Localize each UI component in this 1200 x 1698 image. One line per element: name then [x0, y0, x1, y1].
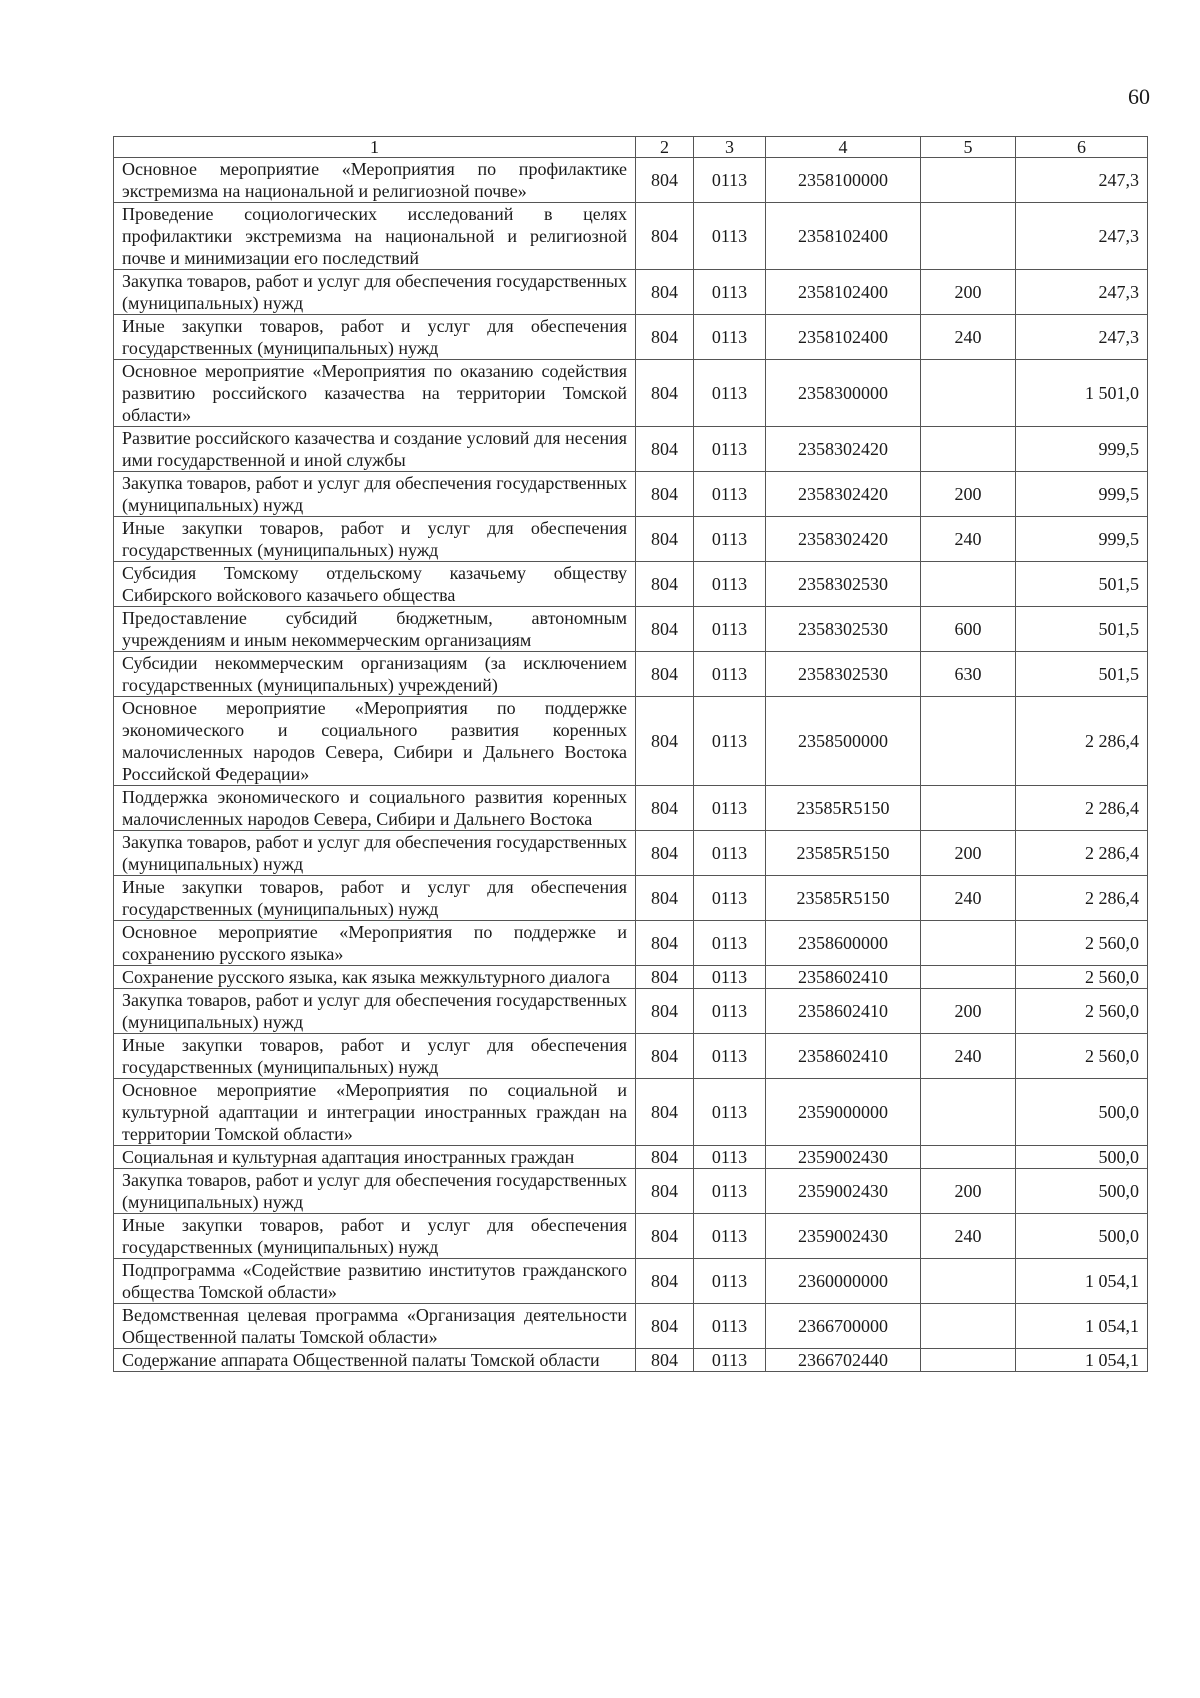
table-row	[114, 831, 1148, 876]
section-code-cell: 0113	[694, 966, 766, 989]
ministry-code-cell: 804	[636, 1034, 694, 1079]
section-code-cell: 0113	[694, 1304, 766, 1349]
ministry-code-cell: 804	[636, 1146, 694, 1169]
section-code-cell: 0113	[694, 786, 766, 831]
description-cell: Закупка товаров, работ и услуг для обеспечения государственных (муниципальных) нужд	[114, 1169, 636, 1214]
section-code-cell: 0113	[694, 517, 766, 562]
description-cell: Поддержка экономического и социального развития коренных малочисленных народов Севера, Сибири и Дальнего Востока	[114, 786, 636, 831]
expense-type-cell: 240	[921, 315, 1016, 360]
description-cell: Закупка товаров, работ и услуг для обеспечения государственных (муниципальных) нужд	[114, 831, 636, 876]
expense-type-cell	[921, 697, 1016, 786]
amount-cell: 500,0	[1016, 1214, 1148, 1259]
ministry-code-cell: 804	[636, 921, 694, 966]
table-row	[114, 517, 1148, 562]
table-row	[114, 270, 1148, 315]
target-article-cell: 2358302420	[766, 427, 921, 472]
table-row	[114, 1169, 1148, 1214]
target-article-cell: 2359002430	[766, 1169, 921, 1214]
expense-type-cell	[921, 1349, 1016, 1372]
amount-cell: 247,3	[1016, 203, 1148, 270]
expense-type-cell	[921, 966, 1016, 989]
description-cell: Закупка товаров, работ и услуг для обеспечения государственных (муниципальных) нужд	[114, 270, 636, 315]
table-row	[114, 966, 1148, 989]
expense-type-cell	[921, 203, 1016, 270]
target-article-cell: 2358100000	[766, 158, 921, 203]
ministry-code-cell: 804	[636, 203, 694, 270]
target-article-cell: 23585R5150	[766, 876, 921, 921]
ministry-code-cell: 804	[636, 315, 694, 360]
amount-cell: 2 286,4	[1016, 697, 1148, 786]
page-number: 60	[1128, 84, 1150, 109]
amount-cell: 247,3	[1016, 270, 1148, 315]
target-article-cell: 2358102400	[766, 270, 921, 315]
amount-cell: 999,5	[1016, 427, 1148, 472]
description-cell: Основное мероприятие «Мероприятия по социальной и культурной адаптации и интеграции иностранных граждан на территории Томской области»	[114, 1079, 636, 1146]
amount-cell: 501,5	[1016, 562, 1148, 607]
section-code-cell: 0113	[694, 427, 766, 472]
table-row	[114, 1146, 1148, 1169]
expense-type-cell: 630	[921, 652, 1016, 697]
table-row	[114, 1079, 1148, 1146]
table-row	[114, 427, 1148, 472]
table-row	[114, 607, 1148, 652]
ministry-code-cell: 804	[636, 270, 694, 315]
header-cell: 2	[636, 137, 694, 158]
description-cell: Иные закупки товаров, работ и услуг для обеспечения государственных (муниципальных) нужд	[114, 1034, 636, 1079]
ministry-code-cell: 804	[636, 966, 694, 989]
expense-type-cell: 240	[921, 876, 1016, 921]
target-article-cell: 2358102400	[766, 315, 921, 360]
target-article-cell: 2358300000	[766, 360, 921, 427]
amount-cell: 501,5	[1016, 652, 1148, 697]
target-article-cell: 2359002430	[766, 1214, 921, 1259]
description-cell: Иные закупки товаров, работ и услуг для обеспечения государственных (муниципальных) нужд	[114, 876, 636, 921]
ministry-code-cell: 804	[636, 1259, 694, 1304]
ministry-code-cell: 804	[636, 427, 694, 472]
expense-type-cell	[921, 158, 1016, 203]
section-code-cell: 0113	[694, 697, 766, 786]
ministry-code-cell: 804	[636, 786, 694, 831]
target-article-cell: 2358602410	[766, 1034, 921, 1079]
section-code-cell: 0113	[694, 831, 766, 876]
amount-cell: 500,0	[1016, 1169, 1148, 1214]
target-article-cell: 2358302420	[766, 517, 921, 562]
ministry-code-cell: 804	[636, 360, 694, 427]
section-code-cell: 0113	[694, 562, 766, 607]
ministry-code-cell: 804	[636, 158, 694, 203]
expense-type-cell: 200	[921, 1169, 1016, 1214]
table-row	[114, 697, 1148, 786]
header-cell: 3	[694, 137, 766, 158]
ministry-code-cell: 804	[636, 1169, 694, 1214]
expense-type-cell: 200	[921, 270, 1016, 315]
target-article-cell: 2366702440	[766, 1349, 921, 1372]
budget-table	[113, 136, 1148, 1372]
expense-type-cell	[921, 1259, 1016, 1304]
target-article-cell: 2359000000	[766, 1079, 921, 1146]
section-code-cell: 0113	[694, 1146, 766, 1169]
target-article-cell: 2358602410	[766, 966, 921, 989]
description-cell: Сохранение русского языка, как языка межкультурного диалога	[114, 966, 636, 989]
expense-type-cell	[921, 360, 1016, 427]
section-code-cell: 0113	[694, 652, 766, 697]
table-row	[114, 652, 1148, 697]
amount-cell: 2 286,4	[1016, 876, 1148, 921]
description-cell: Субсидии некоммерческим организациям (за исключением государственных (муниципальных) учреждений)	[114, 652, 636, 697]
section-code-cell: 0113	[694, 989, 766, 1034]
expense-type-cell: 200	[921, 831, 1016, 876]
section-code-cell: 0113	[694, 876, 766, 921]
expense-type-cell: 240	[921, 1214, 1016, 1259]
amount-cell: 500,0	[1016, 1079, 1148, 1146]
section-code-cell: 0113	[694, 1079, 766, 1146]
section-code-cell: 0113	[694, 203, 766, 270]
expense-type-cell: 240	[921, 1034, 1016, 1079]
table-row	[114, 1034, 1148, 1079]
description-cell: Развитие российского казачества и создание условий для несения ими государственной и иной службы	[114, 427, 636, 472]
ministry-code-cell: 804	[636, 1304, 694, 1349]
ministry-code-cell: 804	[636, 876, 694, 921]
target-article-cell: 2358602410	[766, 989, 921, 1034]
table-row	[114, 472, 1148, 517]
section-code-cell: 0113	[694, 1034, 766, 1079]
table-row	[114, 1349, 1148, 1372]
amount-cell: 1 054,1	[1016, 1304, 1148, 1349]
target-article-cell: 2360000000	[766, 1259, 921, 1304]
target-article-cell: 2358302420	[766, 472, 921, 517]
ministry-code-cell: 804	[636, 472, 694, 517]
header-cell: 4	[766, 137, 921, 158]
section-code-cell: 0113	[694, 1214, 766, 1259]
description-cell: Ведомственная целевая программа «Организация деятельности Общественной палаты Томской области»	[114, 1304, 636, 1349]
amount-cell: 501,5	[1016, 607, 1148, 652]
amount-cell: 500,0	[1016, 1146, 1148, 1169]
table-row	[114, 1259, 1148, 1304]
table-row	[114, 876, 1148, 921]
table-row	[114, 921, 1148, 966]
target-article-cell: 2366700000	[766, 1304, 921, 1349]
description-cell: Основное мероприятие «Мероприятия по оказанию содействия развитию российского казачества на территории Томской области»	[114, 360, 636, 427]
expense-type-cell	[921, 786, 1016, 831]
description-cell: Иные закупки товаров, работ и услуг для обеспечения государственных (муниципальных) нужд	[114, 517, 636, 562]
amount-cell: 1 501,0	[1016, 360, 1148, 427]
section-code-cell: 0113	[694, 158, 766, 203]
ministry-code-cell: 804	[636, 989, 694, 1034]
expense-type-cell	[921, 427, 1016, 472]
target-article-cell: 2358600000	[766, 921, 921, 966]
expense-type-cell: 600	[921, 607, 1016, 652]
description-cell: Предоставление субсидий бюджетным, автономным учреждениям и иным некоммерческим организациям	[114, 607, 636, 652]
table-row	[114, 203, 1148, 270]
amount-cell: 2 560,0	[1016, 1034, 1148, 1079]
section-code-cell: 0113	[694, 270, 766, 315]
section-code-cell: 0113	[694, 1349, 766, 1372]
description-cell: Содержание аппарата Общественной палаты Томской области	[114, 1349, 636, 1372]
description-cell: Социальная и культурная адаптация иностранных граждан	[114, 1146, 636, 1169]
header-cell: 1	[114, 137, 636, 158]
table-row	[114, 1304, 1148, 1349]
description-cell: Закупка товаров, работ и услуг для обеспечения государственных (муниципальных) нужд	[114, 472, 636, 517]
ministry-code-cell: 804	[636, 562, 694, 607]
section-code-cell: 0113	[694, 1259, 766, 1304]
amount-cell: 2 560,0	[1016, 989, 1148, 1034]
expense-type-cell	[921, 1146, 1016, 1169]
table-row	[114, 315, 1148, 360]
table-row	[114, 1214, 1148, 1259]
table-header-row	[114, 137, 1148, 158]
expense-type-cell: 240	[921, 517, 1016, 562]
ministry-code-cell: 804	[636, 652, 694, 697]
section-code-cell: 0113	[694, 607, 766, 652]
target-article-cell: 2358500000	[766, 697, 921, 786]
description-cell: Основное мероприятие «Мероприятия по профилактике экстремизма на национальной и религиозной почве»	[114, 158, 636, 203]
ministry-code-cell: 804	[636, 517, 694, 562]
target-article-cell: 2358102400	[766, 203, 921, 270]
header-cell: 5	[921, 137, 1016, 158]
expense-type-cell: 200	[921, 989, 1016, 1034]
table-row	[114, 786, 1148, 831]
header-cell: 6	[1016, 137, 1148, 158]
ministry-code-cell: 804	[636, 831, 694, 876]
ministry-code-cell: 804	[636, 1349, 694, 1372]
target-article-cell: 2358302530	[766, 607, 921, 652]
ministry-code-cell: 804	[636, 1214, 694, 1259]
amount-cell: 2 286,4	[1016, 831, 1148, 876]
table-row	[114, 158, 1148, 203]
description-cell: Субсидия Томскому отдельскому казачьему обществу Сибирского войскового казачьего общества	[114, 562, 636, 607]
target-article-cell: 2359002430	[766, 1146, 921, 1169]
section-code-cell: 0113	[694, 360, 766, 427]
description-cell: Подпрограмма «Содействие развитию институтов гражданского общества Томской области»	[114, 1259, 636, 1304]
section-code-cell: 0113	[694, 315, 766, 360]
amount-cell: 999,5	[1016, 517, 1148, 562]
table-row	[114, 989, 1148, 1034]
description-cell: Основное мероприятие «Мероприятия по поддержке и сохранению русского языка»	[114, 921, 636, 966]
description-cell: Проведение социологических исследований в целях профилактики экстремизма на национальной и религиозной почве и минимизации его последствий	[114, 203, 636, 270]
target-article-cell: 2358302530	[766, 562, 921, 607]
section-code-cell: 0113	[694, 921, 766, 966]
ministry-code-cell: 804	[636, 607, 694, 652]
expense-type-cell	[921, 921, 1016, 966]
description-cell: Основное мероприятие «Мероприятия по поддержке экономического и социального развития коренных малочисленных народов Севера, Сибири и Дальнего Востока Российской Федерации»	[114, 697, 636, 786]
amount-cell: 999,5	[1016, 472, 1148, 517]
ministry-code-cell: 804	[636, 697, 694, 786]
description-cell: Иные закупки товаров, работ и услуг для обеспечения государственных (муниципальных) нужд	[114, 1214, 636, 1259]
amount-cell: 1 054,1	[1016, 1349, 1148, 1372]
target-article-cell: 2358302530	[766, 652, 921, 697]
table-row	[114, 360, 1148, 427]
ministry-code-cell: 804	[636, 1079, 694, 1146]
description-cell: Закупка товаров, работ и услуг для обеспечения государственных (муниципальных) нужд	[114, 989, 636, 1034]
amount-cell: 2 560,0	[1016, 921, 1148, 966]
amount-cell: 247,3	[1016, 158, 1148, 203]
expense-type-cell: 200	[921, 472, 1016, 517]
section-code-cell: 0113	[694, 1169, 766, 1214]
expense-type-cell	[921, 1079, 1016, 1146]
table-row	[114, 562, 1148, 607]
amount-cell: 2 286,4	[1016, 786, 1148, 831]
section-code-cell: 0113	[694, 472, 766, 517]
amount-cell: 247,3	[1016, 315, 1148, 360]
amount-cell: 2 560,0	[1016, 966, 1148, 989]
description-cell: Иные закупки товаров, работ и услуг для обеспечения государственных (муниципальных) нужд	[114, 315, 636, 360]
target-article-cell: 23585R5150	[766, 831, 921, 876]
expense-type-cell	[921, 562, 1016, 607]
amount-cell: 1 054,1	[1016, 1259, 1148, 1304]
target-article-cell: 23585R5150	[766, 786, 921, 831]
expense-type-cell	[921, 1304, 1016, 1349]
